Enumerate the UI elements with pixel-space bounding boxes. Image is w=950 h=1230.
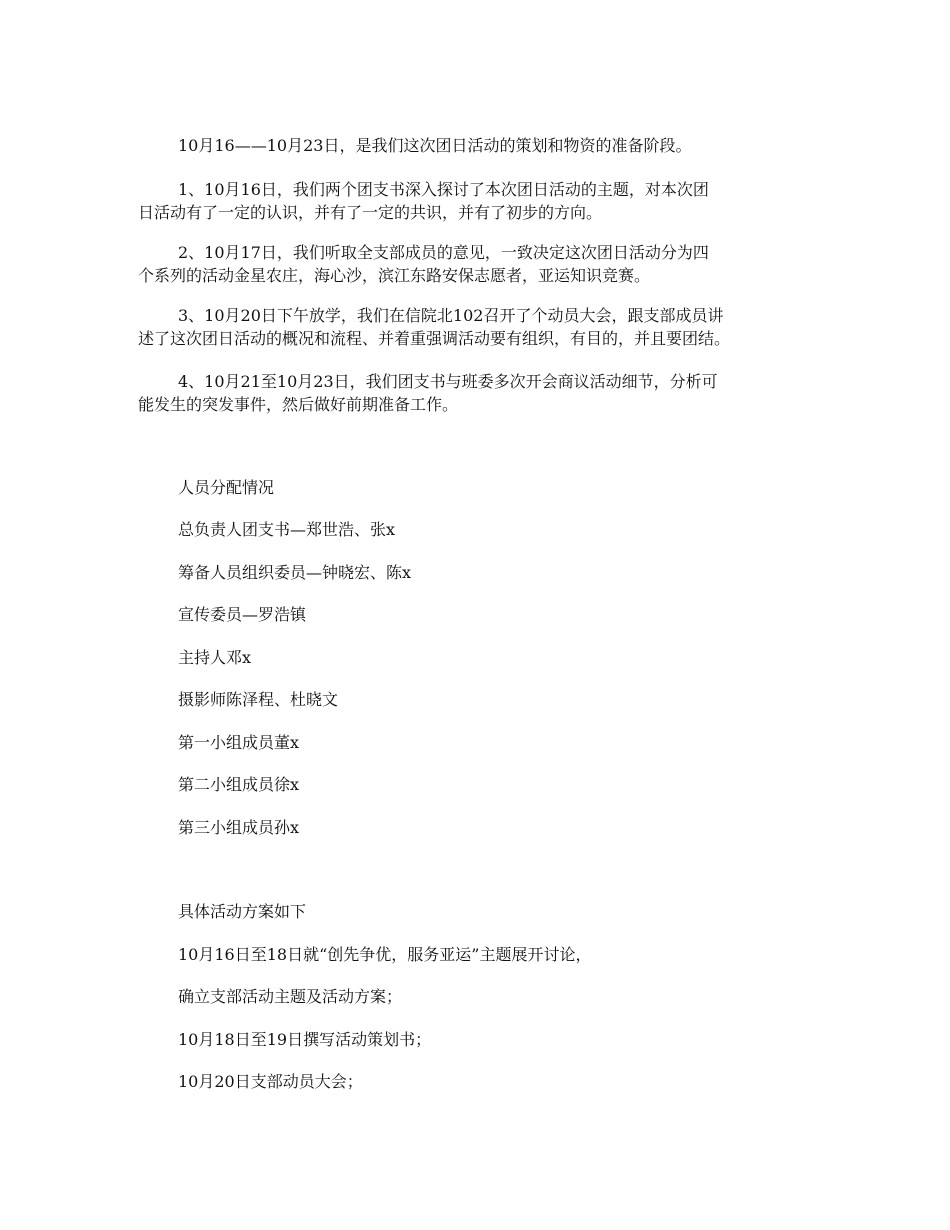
staff-item: 第一小组成员董x: [178, 733, 300, 752]
staff-item: 摄影师陈泽程、杜晓文: [178, 690, 339, 709]
intro-paragraph-0: 10月16——10月23日，是我们这次团日活动的策划和物资的准备阶段。: [178, 136, 692, 155]
staff-item: 宣传委员—罗浩镇: [178, 605, 307, 624]
intro-paragraph-1-line-1: 1、10月16日，我们两个团支书深入探讨了本次团日活动的主题，对本次团: [178, 180, 709, 199]
staff-heading: 人员分配情况: [178, 478, 275, 497]
intro-paragraph-3-line-2: 述了这次团日活动的概况和流程、并着重强调活动要有组织，有目的，并且要团结。: [138, 329, 731, 348]
intro-paragraph-4-line-1: 4、10月21至10月23日，我们团支书与班委多次开会商议活动细节，分析可: [178, 372, 718, 391]
plan-item: 10月20日支部动员大会；: [178, 1072, 363, 1091]
staff-item: 主持人邓x: [178, 648, 252, 667]
staff-item: 筹备人员组织委员—钟晓宏、陈x: [178, 563, 412, 582]
intro-paragraph-2-line-1: 2、10月17日，我们听取全支部成员的意见，一致决定这次团日活动分为四: [178, 243, 709, 262]
plan-item: 10月18日至19日撰写活动策划书；: [178, 1030, 432, 1049]
staff-item: 第二小组成员徐x: [178, 775, 300, 794]
staff-item: 总负责人团支书—郑世浩、张x: [178, 520, 396, 539]
intro-paragraph-3-line-1: 3、10月20日下午放学，我们在信院北102召开了个动员大会，跟支部成员讲: [178, 306, 724, 325]
intro-paragraph-1-line-2: 日活动有了一定的认识，并有了一定的共识，并有了初步的方向。: [138, 203, 603, 222]
plan-item: 10月16日至18日就“创先争优，服务亚运”主题展开讨论，: [178, 945, 592, 964]
plan-item: 确立支部活动主题及活动方案；: [178, 987, 403, 1006]
plan-heading: 具体活动方案如下: [178, 902, 307, 921]
intro-paragraph-2-line-2: 个系列的活动金星农庄，海心沙，滨江东路安保志愿者，亚运知识竞赛。: [138, 266, 651, 285]
staff-item: 第三小组成员孙x: [178, 818, 300, 837]
intro-paragraph-4-line-2: 能发生的突发事件，然后做好前期准备工作。: [138, 395, 459, 414]
